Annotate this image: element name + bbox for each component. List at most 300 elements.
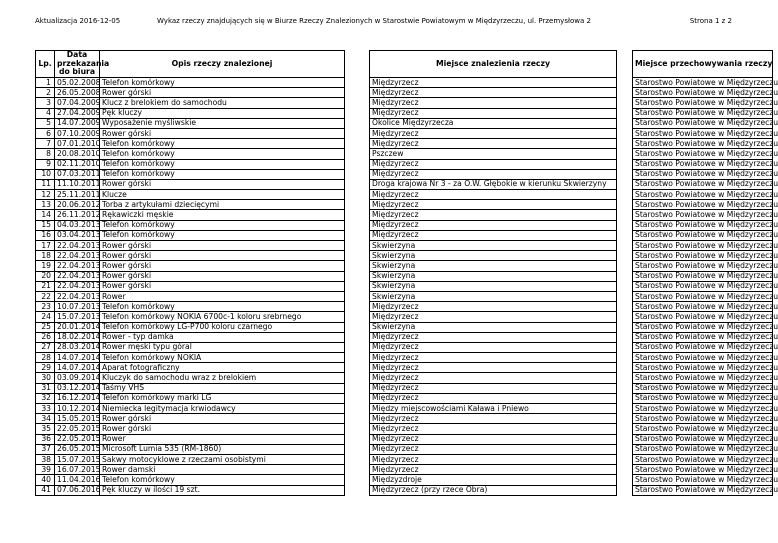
- row-lp: 10: [36, 169, 55, 179]
- column-gap: [345, 98, 370, 108]
- row-lp: 41: [36, 485, 55, 495]
- column-gap: [345, 118, 370, 128]
- table-row: [36, 332, 773, 342]
- row-date: 07.04.2009: [55, 98, 100, 108]
- row-date: 03.09.2014: [55, 373, 100, 383]
- column-gap: [617, 302, 633, 312]
- column-gap: [345, 281, 370, 291]
- table-row: [36, 312, 773, 322]
- row-description: Niemiecka legitymacja krwiodawcy: [100, 404, 345, 414]
- row-description: Rower damski: [100, 465, 345, 475]
- row-date: 15.07.2015: [55, 454, 100, 464]
- row-description: Telefon komórkowy NOKIA: [100, 353, 345, 363]
- row-place: Międzyrzecz: [370, 108, 617, 118]
- column-gap: [345, 363, 370, 373]
- row-date: 20.08.2010: [55, 149, 100, 159]
- column-gap: [617, 332, 633, 342]
- table-row: [36, 230, 773, 240]
- row-lp: 29: [36, 363, 55, 373]
- row-lp: 19: [36, 261, 55, 271]
- header-date: Data przekazania do biura: [55, 51, 100, 78]
- column-gap: [345, 190, 370, 200]
- row-storage: Starostwo Powiatowe w Międzyrzeczu: [633, 251, 773, 261]
- column-gap: [617, 414, 633, 424]
- row-storage: Starostwo Powiatowe w Międzyrzeczu: [633, 353, 773, 363]
- table-row: [36, 118, 773, 128]
- row-lp: 23: [36, 302, 55, 312]
- column-gap: [345, 108, 370, 118]
- row-description: Rower górski: [100, 424, 345, 434]
- row-lp: 4: [36, 108, 55, 118]
- row-description: Telefon komórkowy: [100, 149, 345, 159]
- column-gap: [617, 363, 633, 373]
- header-description: Opis rzeczy znalezionej: [100, 51, 345, 78]
- row-place: Okolice Międzyrzecza: [370, 118, 617, 128]
- column-gap: [345, 261, 370, 271]
- column-gap: [345, 404, 370, 414]
- column-gap: [345, 383, 370, 393]
- row-place: Skwierzyna: [370, 241, 617, 251]
- row-lp: 2: [36, 88, 55, 98]
- column-gap: [345, 251, 370, 261]
- column-gap: [617, 210, 633, 220]
- row-place: Międzyrzecz: [370, 444, 617, 454]
- table-row: [36, 342, 773, 352]
- row-place: Międzyrzecz: [370, 454, 617, 464]
- row-lp: 8: [36, 149, 55, 159]
- row-place: Skwierzyna: [370, 291, 617, 301]
- row-place: Międzyrzecz: [370, 424, 617, 434]
- column-gap: [345, 444, 370, 454]
- column-gap: [345, 128, 370, 138]
- row-description: Kluczyk do samochodu wraz z brelokiem: [100, 373, 345, 383]
- column-gap: [617, 454, 633, 464]
- page-number: Strona 1 z 2: [689, 17, 732, 25]
- table-row: [36, 220, 773, 230]
- table-row: [36, 190, 773, 200]
- column-gap: [617, 159, 633, 169]
- column-gap: [617, 373, 633, 383]
- row-description: Wyposażenie myśliwskie: [100, 118, 345, 128]
- row-place: Międzyrzecz: [370, 220, 617, 230]
- row-lp: 28: [36, 353, 55, 363]
- row-place: Międzyrzecz: [370, 363, 617, 373]
- row-place: Pszczew: [370, 149, 617, 159]
- column-gap: [617, 78, 633, 88]
- row-lp: 15: [36, 220, 55, 230]
- document-title: Wykaz rzeczy znajdujących się w Biurze Rzeczy Znalezionych w Starostwie Powiatowym w Międzyrzeczu, ul. Przemysłowa 2: [157, 17, 591, 25]
- column-gap: [345, 475, 370, 485]
- row-description: Aparat fotograficzny: [100, 363, 345, 373]
- table-row: [36, 383, 773, 393]
- row-storage: Starostwo Powiatowe w Międzyrzeczu: [633, 169, 773, 179]
- row-storage: Starostwo Powiatowe w Międzyrzeczu: [633, 179, 773, 189]
- row-storage: Starostwo Powiatowe w Międzyrzeczu: [633, 291, 773, 301]
- row-storage: Starostwo Powiatowe w Międzyrzeczu: [633, 128, 773, 138]
- table-row: [36, 149, 773, 159]
- column-gap: [345, 220, 370, 230]
- row-date: 03.04.2013: [55, 230, 100, 240]
- row-place: Międzyrzecz: [370, 312, 617, 322]
- table-row: [36, 322, 773, 332]
- row-description: Rower górski: [100, 414, 345, 424]
- column-gap: [345, 88, 370, 98]
- row-storage: Starostwo Powiatowe w Międzyrzeczu: [633, 414, 773, 424]
- row-lp: 20: [36, 271, 55, 281]
- column-gap: [617, 434, 633, 444]
- row-lp: 30: [36, 373, 55, 383]
- column-gap: [345, 332, 370, 342]
- row-storage: Starostwo Powiatowe w Międzyrzeczu: [633, 444, 773, 454]
- row-date: 07.10.2009: [55, 128, 100, 138]
- row-storage: Starostwo Powiatowe w Międzyrzeczu: [633, 220, 773, 230]
- row-place: Międzyrzecz: [370, 159, 617, 169]
- row-lp: 34: [36, 414, 55, 424]
- row-storage: Starostwo Powiatowe w Międzyrzeczu: [633, 118, 773, 128]
- column-gap: [617, 485, 633, 495]
- row-place: Skwierzyna: [370, 322, 617, 332]
- row-place: Międzyrzecz: [370, 190, 617, 200]
- row-storage: Starostwo Powiatowe w Międzyrzeczu: [633, 88, 773, 98]
- table-row: [36, 281, 773, 291]
- column-gap: [617, 261, 633, 271]
- row-description: Telefon komórkowy marki LG: [100, 393, 345, 403]
- table-row: [36, 291, 773, 301]
- table-row: [36, 434, 773, 444]
- column-gap: [617, 98, 633, 108]
- row-lp: 25: [36, 322, 55, 332]
- row-date: 03.12.2014: [55, 383, 100, 393]
- row-lp: 9: [36, 159, 55, 169]
- table-row: [36, 169, 773, 179]
- row-storage: Starostwo Powiatowe w Międzyrzeczu: [633, 424, 773, 434]
- row-storage: Starostwo Powiatowe w Międzyrzeczu: [633, 261, 773, 271]
- row-date: 15.05.2015: [55, 414, 100, 424]
- column-gap: [617, 149, 633, 159]
- column-gap: [617, 281, 633, 291]
- table-row: [36, 454, 773, 464]
- row-description: Sakwy motocyklowe z rzeczami osobistymi: [100, 454, 345, 464]
- row-place: Międzyrzecz: [370, 465, 617, 475]
- row-description: Rower górski: [100, 241, 345, 251]
- row-place: Międzyrzecz: [370, 393, 617, 403]
- row-date: 22.04.2013: [55, 281, 100, 291]
- column-gap: [345, 51, 370, 78]
- row-description: Telefon komórkowy: [100, 475, 345, 485]
- row-place: Międzyrzecz: [370, 98, 617, 108]
- column-gap: [345, 291, 370, 301]
- row-description: Telefon komórkowy: [100, 220, 345, 230]
- row-lp: 12: [36, 190, 55, 200]
- row-lp: 3: [36, 98, 55, 108]
- row-place: Międzyrzecz: [370, 353, 617, 363]
- column-gap: [617, 128, 633, 138]
- row-description: Telefon komórkowy: [100, 169, 345, 179]
- row-lp: 7: [36, 139, 55, 149]
- row-description: Rower górski: [100, 281, 345, 291]
- table-row: [36, 210, 773, 220]
- lost-items-table: [35, 50, 778, 496]
- column-gap: [617, 383, 633, 393]
- row-description: Telefon komórkowy: [100, 139, 345, 149]
- column-gap: [617, 139, 633, 149]
- row-date: 20.06.2012: [55, 200, 100, 210]
- table-row: [36, 302, 773, 312]
- column-gap: [617, 353, 633, 363]
- update-date: Aktualizacja 2016-12-05: [35, 17, 121, 25]
- row-place: Międzyrzecz (przy rzece Obra): [370, 485, 617, 495]
- table-row: [36, 404, 773, 414]
- row-description: Telefon komórkowy: [100, 78, 345, 88]
- row-storage: Starostwo Powiatowe w Międzyrzeczu: [633, 485, 773, 495]
- table-header-row: [36, 51, 773, 78]
- column-gap: [617, 51, 633, 78]
- column-gap: [617, 118, 633, 128]
- column-gap: [617, 342, 633, 352]
- table-body: [36, 77, 778, 496]
- row-storage: Starostwo Powiatowe w Międzyrzeczu: [633, 210, 773, 220]
- row-storage: Starostwo Powiatowe w Międzyrzeczu: [633, 149, 773, 159]
- table-row: [36, 139, 773, 149]
- column-gap: [345, 149, 370, 159]
- row-description: Klucze: [100, 190, 345, 200]
- column-gap: [617, 322, 633, 332]
- row-description: Rower: [100, 434, 345, 444]
- table-row: [36, 78, 773, 88]
- row-date: 14.07.2014: [55, 353, 100, 363]
- row-lp: 5: [36, 118, 55, 128]
- table-row: [36, 271, 773, 281]
- row-date: 22.04.2013: [55, 291, 100, 301]
- column-gap: [345, 434, 370, 444]
- table-row: [36, 424, 773, 434]
- row-lp: 13: [36, 200, 55, 210]
- row-date: 22.04.2013: [55, 251, 100, 261]
- row-place: Międzyzdroje: [370, 475, 617, 485]
- row-place: Międzyrzecz: [370, 169, 617, 179]
- row-place: Międzyrzecz: [370, 230, 617, 240]
- table-row: [36, 108, 773, 118]
- row-lp: 11: [36, 179, 55, 189]
- row-place: Skwierzyna: [370, 261, 617, 271]
- row-storage: Starostwo Powiatowe w Międzyrzeczu: [633, 139, 773, 149]
- row-storage: Starostwo Powiatowe w Międzyrzeczu: [633, 454, 773, 464]
- row-storage: Starostwo Powiatowe w Międzyrzeczu: [633, 404, 773, 414]
- table-row: [36, 353, 773, 363]
- row-storage: Starostwo Powiatowe w Międzyrzeczu: [633, 190, 773, 200]
- column-gap: [345, 139, 370, 149]
- row-storage: Starostwo Powiatowe w Międzyrzeczu: [633, 312, 773, 322]
- row-place: Międzyrzecz: [370, 332, 617, 342]
- row-storage: Starostwo Powiatowe w Międzyrzeczu: [633, 230, 773, 240]
- column-gap: [617, 393, 633, 403]
- row-storage: Starostwo Powiatowe w Międzyrzeczu: [633, 363, 773, 373]
- row-storage: Starostwo Powiatowe w Międzyrzeczu: [633, 332, 773, 342]
- row-date: 22.05.2015: [55, 424, 100, 434]
- row-date: 11.10.2011: [55, 179, 100, 189]
- row-storage: Starostwo Powiatowe w Międzyrzeczu: [633, 271, 773, 281]
- column-gap: [617, 271, 633, 281]
- table-row: [36, 444, 773, 454]
- row-place: Międzyrzecz: [370, 78, 617, 88]
- row-date: 22.04.2013: [55, 271, 100, 281]
- row-description: Pęk kluczy: [100, 108, 345, 118]
- row-storage: Starostwo Powiatowe w Międzyrzeczu: [633, 475, 773, 485]
- column-gap: [345, 465, 370, 475]
- column-gap: [617, 465, 633, 475]
- row-date: 16.12.2014: [55, 393, 100, 403]
- table-row: [36, 465, 773, 475]
- table-row: [36, 475, 773, 485]
- column-gap: [345, 179, 370, 189]
- row-lp: 31: [36, 383, 55, 393]
- row-date: 07.03.2011: [55, 169, 100, 179]
- table-row: [36, 363, 773, 373]
- row-lp: 21: [36, 281, 55, 291]
- row-storage: Starostwo Powiatowe w Międzyrzeczu: [633, 159, 773, 169]
- table-row: [36, 261, 773, 271]
- row-lp: 22: [36, 291, 55, 301]
- row-date: 26.05.2015: [55, 444, 100, 454]
- row-storage: Starostwo Powiatowe w Międzyrzeczu: [633, 393, 773, 403]
- column-gap: [345, 271, 370, 281]
- row-storage: Starostwo Powiatowe w Międzyrzeczu: [633, 281, 773, 291]
- table-row: [36, 98, 773, 108]
- row-storage: Starostwo Powiatowe w Międzyrzeczu: [633, 302, 773, 312]
- row-lp: 40: [36, 475, 55, 485]
- column-gap: [617, 190, 633, 200]
- column-gap: [617, 241, 633, 251]
- column-gap: [345, 210, 370, 220]
- row-lp: 24: [36, 312, 55, 322]
- column-gap: [345, 312, 370, 322]
- row-date: 04.03.2013: [55, 220, 100, 230]
- table-row: [36, 373, 773, 383]
- column-gap: [345, 373, 370, 383]
- row-date: 25.11.2011: [55, 190, 100, 200]
- column-gap: [345, 454, 370, 464]
- row-date: 18.02.2014: [55, 332, 100, 342]
- row-place: Międzyrzecz: [370, 342, 617, 352]
- row-description: Telefon komórkowy LG-P700 koloru czarnego: [100, 322, 345, 332]
- column-gap: [617, 88, 633, 98]
- row-storage: Starostwo Powiatowe w Międzyrzeczu: [633, 78, 773, 88]
- row-date: 05.02.2008: [55, 78, 100, 88]
- row-description: Rower górski: [100, 271, 345, 281]
- row-place: Skwierzyna: [370, 251, 617, 261]
- row-storage: Starostwo Powiatowe w Międzyrzeczu: [633, 342, 773, 352]
- header-lp: Lp.: [36, 51, 55, 78]
- row-place: Międzyrzecz: [370, 414, 617, 424]
- column-gap: [345, 342, 370, 352]
- header-place: Miejsce znalezienia rzeczy: [370, 51, 617, 78]
- column-gap: [617, 475, 633, 485]
- column-gap: [617, 230, 633, 240]
- row-lp: 39: [36, 465, 55, 475]
- column-gap: [345, 230, 370, 240]
- row-lp: 17: [36, 241, 55, 251]
- row-description: Torba z artykułami dziecięcymi: [100, 200, 345, 210]
- row-date: 16.07.2015: [55, 465, 100, 475]
- row-description: Klucz z brelokiem do samochodu: [100, 98, 345, 108]
- row-place: Międzyrzecz: [370, 302, 617, 312]
- column-gap: [345, 200, 370, 210]
- column-gap: [617, 179, 633, 189]
- column-gap: [617, 444, 633, 454]
- row-place: Międzyrzecz: [370, 139, 617, 149]
- column-gap: [345, 241, 370, 251]
- row-description: Telefon komórkowy NOKIA 6700c-1 koloru srebrnego: [100, 312, 345, 322]
- column-gap: [345, 414, 370, 424]
- row-storage: Starostwo Powiatowe w Międzyrzeczu: [633, 373, 773, 383]
- column-gap: [617, 291, 633, 301]
- column-gap: [617, 251, 633, 261]
- column-gap: [617, 169, 633, 179]
- row-lp: 16: [36, 230, 55, 240]
- column-gap: [617, 108, 633, 118]
- column-gap: [617, 404, 633, 414]
- column-gap: [345, 169, 370, 179]
- row-description: Rękawiczki męskie: [100, 210, 345, 220]
- table-row: [36, 393, 773, 403]
- row-place: Międzyrzecz: [370, 373, 617, 383]
- table-row: [36, 179, 773, 189]
- row-lp: 27: [36, 342, 55, 352]
- row-place: Między miejscowościami Kaława i Pniewo: [370, 404, 617, 414]
- row-description: Telefon komórkowy: [100, 230, 345, 240]
- row-storage: Starostwo Powiatowe w Międzyrzeczu: [633, 465, 773, 475]
- column-gap: [345, 302, 370, 312]
- row-date: 07.06.2016: [55, 485, 100, 495]
- row-lp: 1: [36, 78, 55, 88]
- row-storage: Starostwo Powiatowe w Międzyrzeczu: [633, 241, 773, 251]
- row-description: Rower górski: [100, 261, 345, 271]
- row-storage: Starostwo Powiatowe w Międzyrzeczu: [633, 108, 773, 118]
- row-lp: 33: [36, 404, 55, 414]
- column-gap: [617, 312, 633, 322]
- row-description: Telefon komórkowy: [100, 159, 345, 169]
- row-description: Pęk kluczy w ilości 19 szt.: [100, 485, 345, 495]
- row-place: Międzyrzecz: [370, 128, 617, 138]
- row-lp: 6: [36, 128, 55, 138]
- row-date: 02.11.2010: [55, 159, 100, 169]
- table-row: [36, 241, 773, 251]
- row-place: Skwierzyna: [370, 281, 617, 291]
- column-gap: [345, 159, 370, 169]
- row-place: Międzyrzecz: [370, 200, 617, 210]
- table-row: [36, 251, 773, 261]
- column-gap: [617, 424, 633, 434]
- row-storage: Starostwo Powiatowe w Międzyrzeczu: [633, 200, 773, 210]
- row-description: Microsoft Lumia 535 (RM-1860): [100, 444, 345, 454]
- row-lp: 38: [36, 454, 55, 464]
- row-lp: 32: [36, 393, 55, 403]
- row-date: 26.11.2012: [55, 210, 100, 220]
- column-gap: [617, 220, 633, 230]
- column-gap: [345, 353, 370, 363]
- row-storage: Starostwo Powiatowe w Międzyrzeczu: [633, 322, 773, 332]
- column-gap: [345, 322, 370, 332]
- row-date: 15.07.2013: [55, 312, 100, 322]
- row-place: Międzyrzecz: [370, 210, 617, 220]
- row-date: 07.01.2010: [55, 139, 100, 149]
- column-gap: [345, 424, 370, 434]
- header-storage: Miejsce przechowywania rzeczy: [633, 51, 773, 78]
- row-lp: 14: [36, 210, 55, 220]
- row-place: Międzyrzecz: [370, 383, 617, 393]
- row-storage: Starostwo Powiatowe w Międzyrzeczu: [633, 434, 773, 444]
- table-row: [36, 485, 773, 495]
